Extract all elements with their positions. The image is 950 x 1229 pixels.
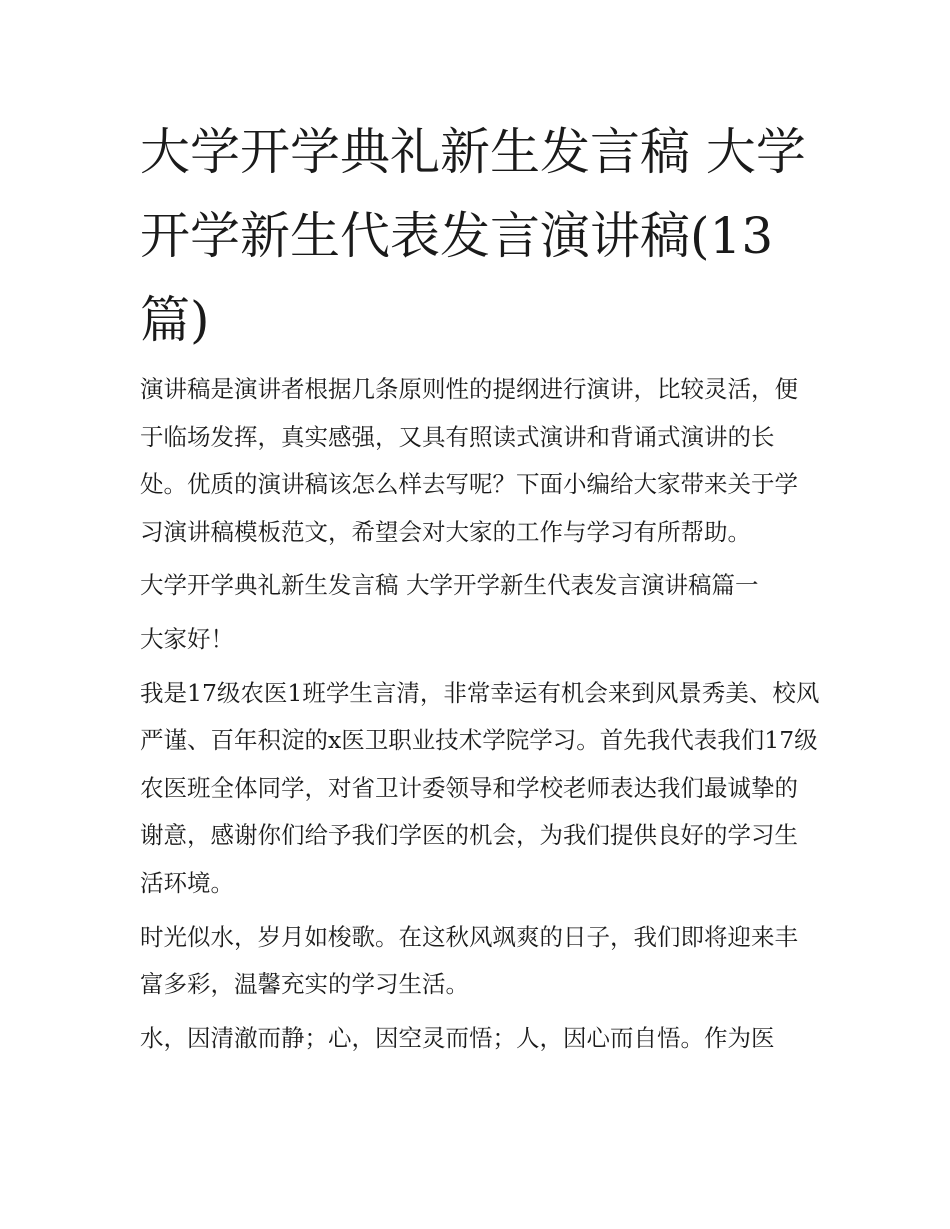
section-heading: 大学开学典礼新生发言稿 大学开学新生代表发言演讲稿篇一 [140,571,759,600]
intro-paragraph: 演讲稿是演讲者根据几条原则性的提纲进行演讲，比较灵活，便于临场发挥，真实感强，又具有照读式演讲和背诵式演讲的长处。优质的演讲稿该怎么样去写呢？下面小编给大家带来关于学习演讲稿模板范文，希望会对大家的工作与学习有所帮助。 [140,375,798,546]
greeting-paragraph: 大家好！ [140,624,234,653]
document-page [140,110,820,1068]
document-body [140,366,820,1062]
document-title: 大学开学典礼新生发言稿 大学开学新生代表发言演讲稿(13篇) [140,123,806,349]
time-paragraph: 时光似水，岁月如梭歌。在这秋风飒爽的日子，我们即将迎来丰富多彩，温馨充实的学习生活。 [140,922,798,999]
self-introduction-paragraph: 我是17级农医1班学生言清，非常幸运有机会来到风景秀美、校风严谨、百年积淀的x医卫职业技术学院学习。首先我代表我们17级农医班全体同学，对省卫计委领导和学校老师表达我们最诚挚的谢意，感谢你们给予我们学医的机会，为我们提供良好的学习生活环境。 [140,678,820,897]
reflection-paragraph: 水，因清澈而静；心，因空灵而悟；人，因心而自悟。作为医 [140,1023,775,1052]
